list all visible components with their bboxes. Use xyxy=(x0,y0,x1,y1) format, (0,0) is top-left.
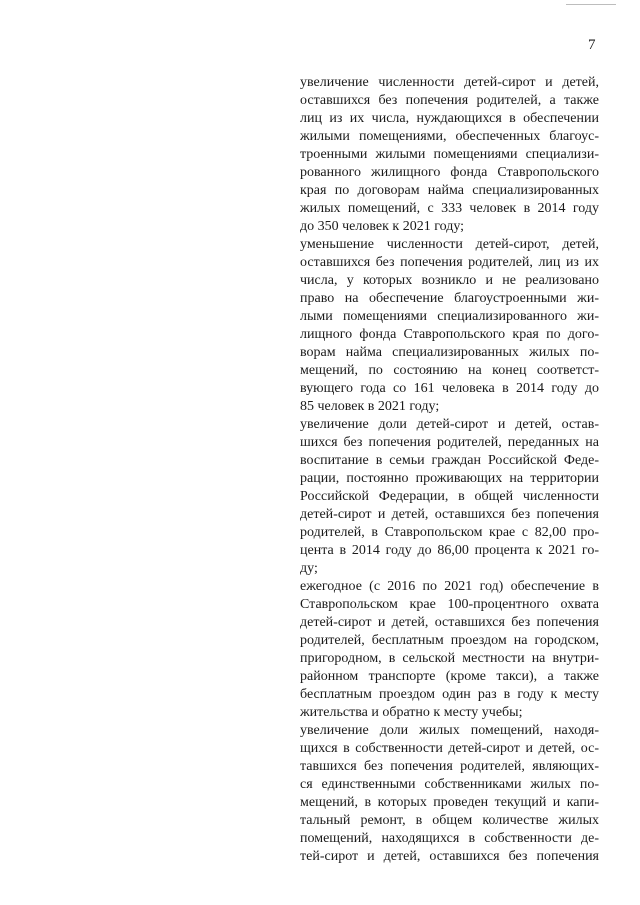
text-line: ся единственными собственниками жилых по- xyxy=(300,777,599,792)
text-line: лиц из их числа, нуждающихся в обеспечении xyxy=(300,111,599,126)
text-line: право на обеспечение благоустроенными жи- xyxy=(300,291,599,306)
text-line: троенными жилыми помещениями специализи- xyxy=(300,147,599,162)
text-line: районном транспорте (кроме такси), а также xyxy=(300,669,599,684)
document-body-text xyxy=(300,74,599,866)
text-line: Ставропольском крае 100-процентного охвата xyxy=(300,597,599,612)
text-line: жительства и обратно к месту учебы; xyxy=(300,705,523,720)
text-line: мещений, в которых проведен текущий и капи- xyxy=(300,795,599,810)
text-line: рованного жилищного фонда Ставропольского xyxy=(300,165,599,180)
text-line: пригородном, в сельской местности на внутри- xyxy=(300,651,599,666)
text-line: оставшихся без попечения родителей, а также xyxy=(300,93,599,108)
text-line: цента в 2014 году до 86,00 процента к 2021 го- xyxy=(300,543,599,558)
text-line: мещений, по состоянию на конец соответст- xyxy=(300,363,599,378)
text-line: лыми помещениями специализированного жи- xyxy=(300,309,599,324)
text-line: воспитание в семьи граждан Российской Феде- xyxy=(300,453,599,468)
text-line: края по договорам найма специализированных xyxy=(300,183,599,198)
text-line: ворам найма специализированных жилых по- xyxy=(300,345,599,360)
text-line: родителей, в Ставропольском крае с 82,00 про- xyxy=(300,525,599,540)
text-line: тальный ремонт, в общем количестве жилых xyxy=(300,813,599,828)
text-line: 85 человек в 2021 году; xyxy=(300,399,440,414)
text-line: щихся в собственности детей-сирот и детей, ос- xyxy=(300,741,599,756)
text-line: уменьшение численности детей-сирот, детей, xyxy=(300,237,599,252)
text-line: увеличение доли жилых помещений, находя- xyxy=(300,723,599,738)
text-line: Российской Федерации, в общей численности xyxy=(300,489,599,504)
text-line: числа, у которых возникло и не реализовано xyxy=(300,273,599,288)
text-line: тей-сирот и детей, оставшихся без попечения xyxy=(300,849,599,864)
text-line: ду; xyxy=(300,561,318,576)
text-line: вующего года со 161 человека в 2014 году до xyxy=(300,381,599,396)
text-line: родителей, бесплатным проездом на городском, xyxy=(300,633,599,648)
text-line: помещений, находящихся в собственности де- xyxy=(300,831,599,846)
text-line: до 350 человек к 2021 году; xyxy=(300,219,465,234)
page-number: 7 xyxy=(588,37,596,53)
text-line: рации, постоянно проживающих на территории xyxy=(300,471,599,486)
text-line: бесплатным проездом один раз в году к месту xyxy=(300,687,599,702)
text-line: жилых помещений, с 333 человек в 2014 году xyxy=(300,201,599,216)
text-line: жилыми помещениями, обеспеченных благоус- xyxy=(300,129,599,144)
text-line: тавшихся без попечения родителей, являющих- xyxy=(300,759,599,774)
text-line: оставшихся без попечения родителей, лиц из их xyxy=(300,255,599,270)
text-line: шихся без попечения родителей, переданных на xyxy=(300,435,599,450)
text-line: увеличение численности детей-сирот и детей, xyxy=(300,75,599,90)
text-line: детей-сирот и детей, оставшихся без попечения xyxy=(300,615,599,630)
text-line: детей-сирот и детей, оставшихся без попечения xyxy=(300,507,599,522)
text-line: ежегодное (с 2016 по 2021 год) обеспечение в xyxy=(300,579,599,594)
text-line: лищного фонда Ставропольского края по дого- xyxy=(300,327,599,342)
scan-edge-line xyxy=(566,4,616,5)
text-line: увеличение доли детей-сирот и детей, остав- xyxy=(300,417,599,432)
